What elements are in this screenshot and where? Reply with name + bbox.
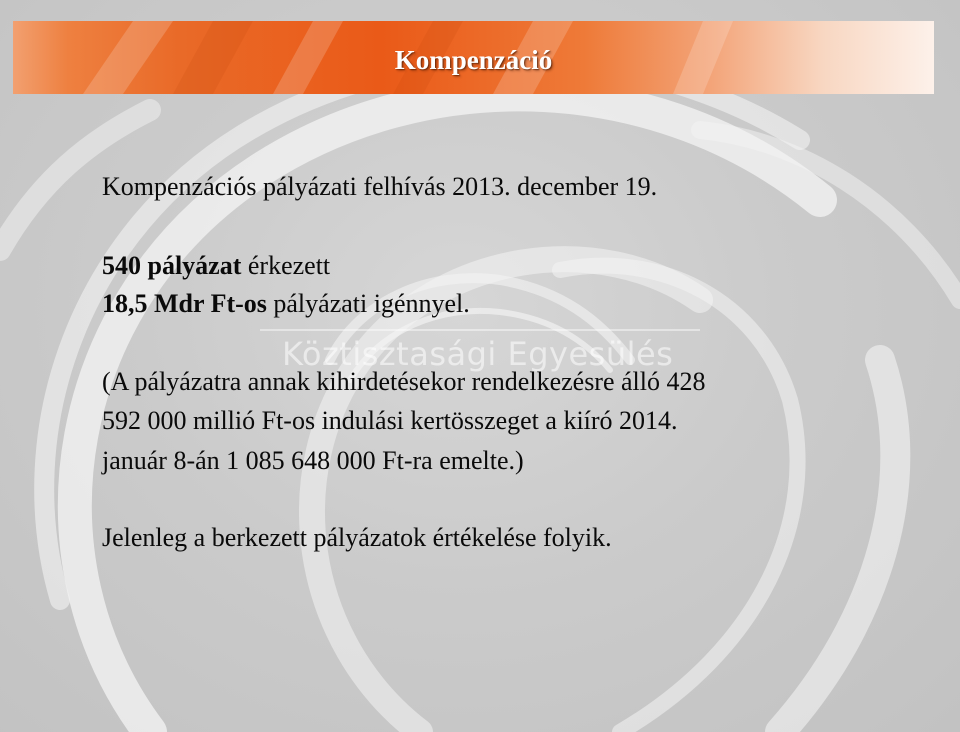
announcement-text: Kompenzációs pályázati felhívás 2013. december 19.: [102, 172, 658, 201]
applications-amount: 18,5 Mdr Ft-os: [102, 289, 267, 318]
applications-count-suffix: érkezett: [241, 251, 331, 280]
title-bar: [13, 21, 934, 94]
note-line: (A pályázatra annak kihirdetésekor rendelkezésre álló 428: [102, 367, 706, 396]
note-line: január 8-án 1 085 648 000 Ft-ra emelte.): [102, 446, 524, 475]
watermark-text: Köztisztasági Egyesülés: [282, 335, 674, 373]
note-line: 592 000 millió Ft-os indulási kertösszeget a kiíró 2014.: [102, 406, 678, 435]
applications-amount-suffix: pályázati igénnyel.: [266, 289, 470, 318]
applications-amount-line: [102, 289, 470, 319]
applications-count-line: [102, 251, 330, 281]
status-text: Jelenleg a berkezett pályázatok értékelése folyik.: [102, 523, 612, 552]
slide-title: Kompenzáció: [394, 45, 553, 75]
applications-count: 540 pályázat: [102, 251, 242, 280]
